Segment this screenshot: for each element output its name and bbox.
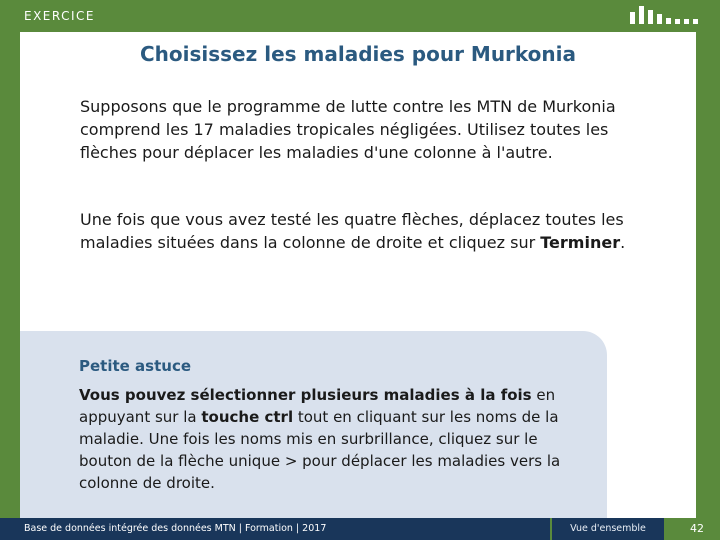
page-number: 42 [690,522,704,535]
tip-bold-multi-select: Vous pouvez sélectionner plusieurs maladies à la fois [79,386,532,404]
tip-body [79,384,579,494]
tip-title: Petite astuce [79,357,192,375]
section-label: EXERCICE [24,9,96,23]
bar-chart-logo-icon [630,6,700,24]
course-footer-text: Base de données intégrée des données MTN | Formation | 2017 [0,518,550,540]
terminer-keyword: Terminer [540,233,621,252]
footer-bar [0,518,720,540]
instructions-paragraph: Supposons que le programme de lutte contre les MTN de Murkonia comprend les 17 maladies tropicales négligées. Utilisez toutes les flèches pour déplacer les maladies d'une colonne à l'autre. [80,97,616,162]
overview-link[interactable]: Vue d'ensemble [552,518,664,540]
tip-box [20,331,607,518]
tip-bold-ctrl-key: touche ctrl [201,408,294,426]
header-bar [0,0,720,32]
completion-text: Une fois que vous avez testé les quatre flèches, déplacez toutes les maladies situées dans la colonne de droite et cliquez sur [80,210,624,252]
tip-text-1: en appuyant sur la [79,386,556,426]
page-title: Choisissez les maladies pour Murkonia [139,42,577,66]
completion-period: . [620,233,626,252]
content-panel [20,32,696,518]
completion-paragraph [80,208,660,254]
tip-text-2: tout en cliquant sur les noms de la maladie. Une fois les noms mis en surbrillance, cliquez sur le bouton de la flèche unique > pour déplacer les maladies vers la colonne de droite. [79,408,561,492]
